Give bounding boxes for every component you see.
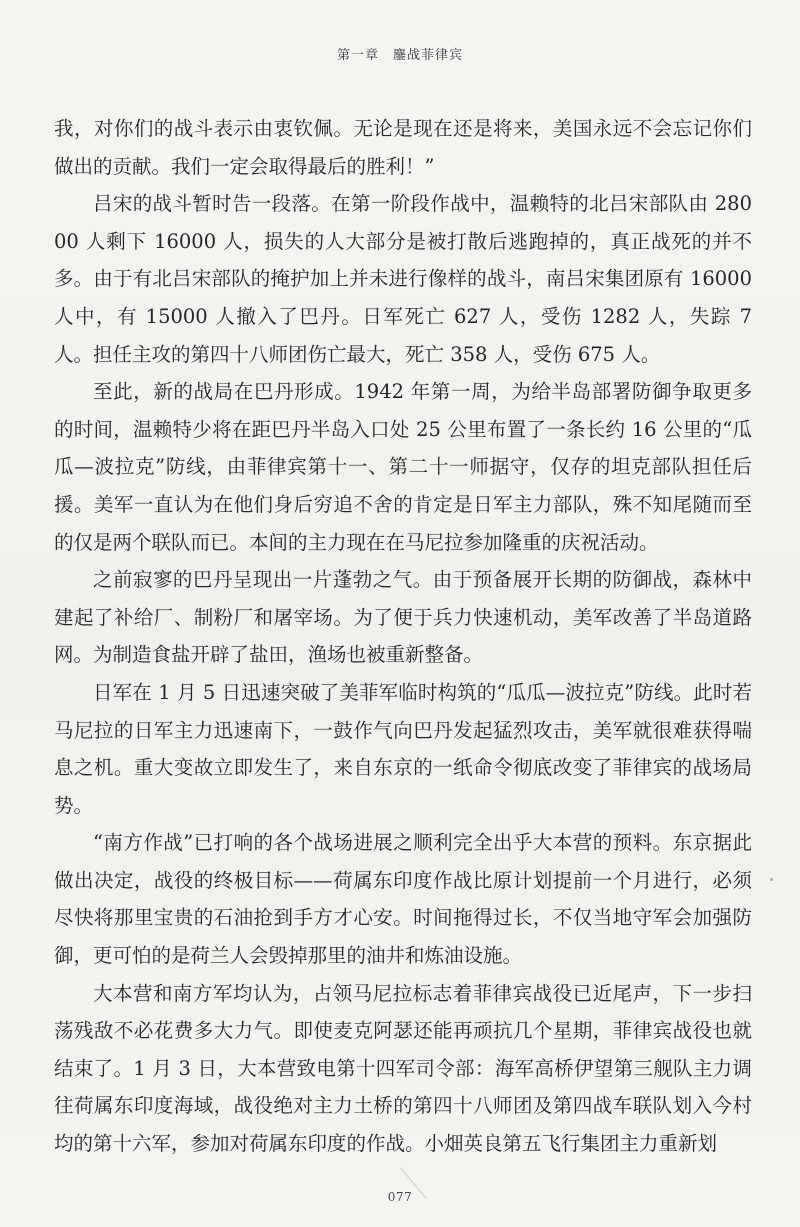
page-number: 077 xyxy=(387,1190,413,1204)
chapter-number: 第一章 xyxy=(336,48,379,63)
paragraph: 大本营和南方军均认为，占领马尼拉标志着菲律宾战役已近尾声，下一步扫荡残敌不必花费多大力气。即使麦克阿瑟还能再顽抗几个星期，菲律宾战役也就结束了。1 月 3 日，大本营致电第十四军司令部：海军高桥伊望第三舰队主力调往荷属东印度海域，战役绝对主力土桥的第四十八师团及第四战车联队划入今村均的第十六军，参加对荷属东印度的作战。小畑英良第五飞行集团主力重新划 xyxy=(54,981,752,1156)
chapter-title: 鏖战菲律宾 xyxy=(393,48,464,63)
scan-speck xyxy=(770,878,773,881)
paragraph: 日军在 1 月 5 日迅速突破了美菲军临时构筑的“瓜瓜—波拉克”防线。此时若马尼拉的日军主力迅速南下，一鼓作气向巴丹发起猛烈攻击，美军就很难获得喘息之机。重大变故立即发生了，来自东京的一纸命令彻底改变了菲律宾的战场局势。 xyxy=(54,680,752,817)
paragraph: 吕宋的战斗暂时告一段落。在第一阶段作战中，温赖特的北吕宋部队由 28000 人剩下 16000 人，损失的人大部分是被打散后逃跑掉的，真正战死的并不多。由于有北吕宋部队的掩护加上并未进行像样的战斗，南吕宋集团原有 16000 人中，有 15000 人撤入了巴丹。日军死亡 627 人，受伤 1282 人，失踪 7 人。担任主攻的第四十八师团伤亡最大，死亡 358 人，受伤 675 人。 xyxy=(54,192,752,366)
paragraph: 至此，新的战局在巴丹形成。1942 年第一周，为给半岛部署防御争取更多的时间，温赖特少将在距巴丹半岛入口处 25 公里布置了一条长约 16 公里的“瓜瓜—波拉克”防线，由菲律宾第十一、第二十一师据守，仅存的坦克部队担任后援。美军一直认为在他们身后穷追不舍的肯定是日军主力部队，殊不知尾随而至的仅是两个联队而已。本间的主力现在在马尼拉参加隆重的庆祝活动。 xyxy=(54,380,752,554)
body-text xyxy=(54,110,752,1163)
paragraph-continued: 我，对你们的战斗表示由衷钦佩。无论是现在还是将来，美国永远不会忘记你们做出的贡献。我们一定会取得最后的胜利！” xyxy=(54,117,752,178)
running-head xyxy=(0,44,800,63)
paragraph: 之前寂寥的巴丹呈现出一片蓬勃之气。由于预备展开长期的防御战，森林中建起了补给厂、制粉厂和屠宰场。为了便于兵力快速机动，美军改善了半岛道路网。为制造食盐开辟了盐田，渔场也被重新整备。 xyxy=(54,568,752,667)
paragraph: “南方作战”已打响的各个战场进展之顺利完全出乎大本营的预料。东京据此做出决定，战役的终极目标——荷属东印度作战比原计划提前一个月进行，必须尽快将那里宝贵的石油抢到手方才心安。时间拖得过长，不仅当地守军会加强防御，更可怕的是荷兰人会毁掉那里的油井和炼油设施。 xyxy=(54,831,752,968)
